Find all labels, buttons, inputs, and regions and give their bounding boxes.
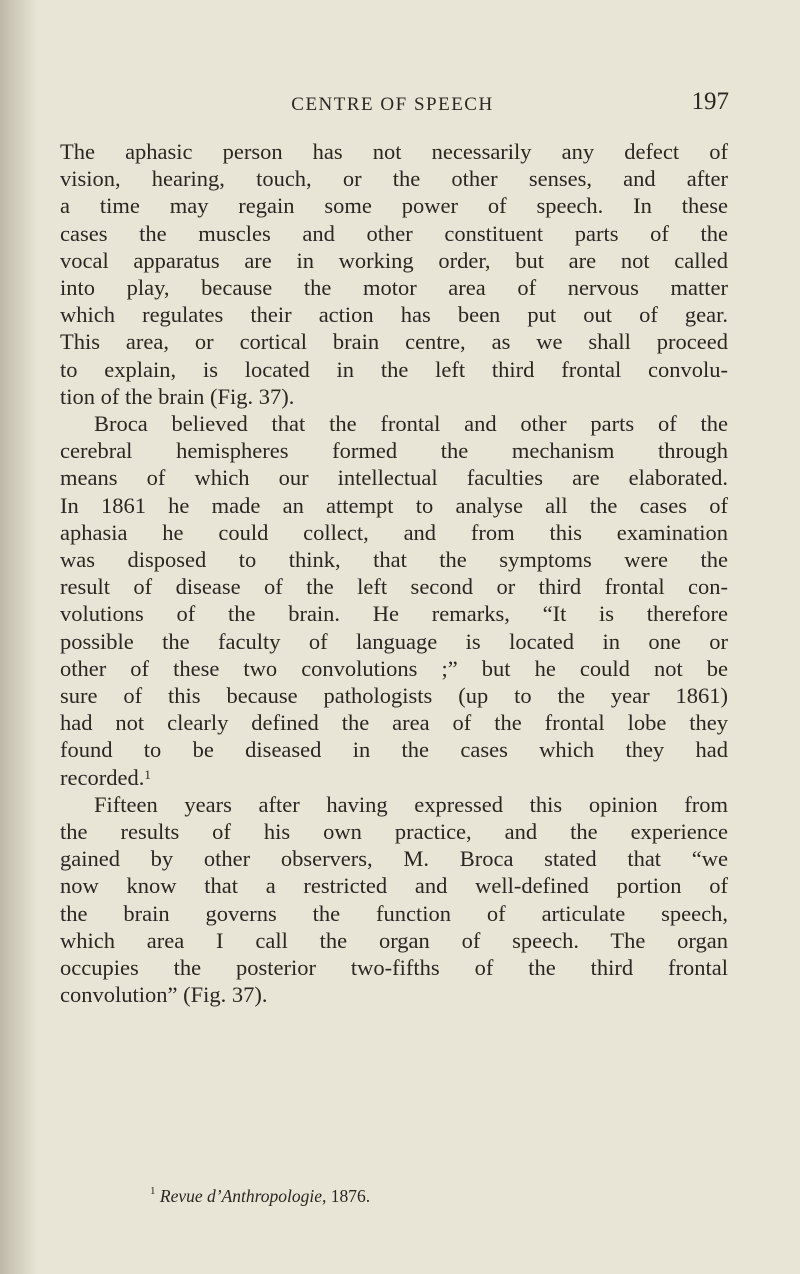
text-line: cerebral hemispheres formed the mechanism through [60, 438, 728, 464]
text-line: possible the faculty of language is located in one or [60, 628, 728, 654]
text-line: had not clearly defined the area of the frontal lobe they [60, 710, 728, 736]
text-line: vision, hearing, touch, or the other senses, and after [60, 166, 728, 192]
footnote [150, 1186, 370, 1207]
text-line: the brain governs the function of articulate speech, [60, 900, 728, 926]
running-head [60, 88, 729, 120]
text-line: to explain, is located in the left third frontal convolu- [60, 356, 728, 382]
text-line: the results of his own practice, and the experience [60, 819, 728, 845]
text-line: sure of this because pathologists (up to the year 1861) [60, 683, 728, 709]
text-line-content: recorded. [60, 764, 145, 790]
text-line: occupies the posterior two-fifths of the third frontal [60, 955, 728, 981]
text-line: Broca believed that the frontal and other parts of the [94, 411, 728, 437]
text-line: The aphasic person has not necessarily any defect of [60, 139, 728, 164]
text-line: In 1861 he made an attempt to analyse all the cases of [60, 492, 728, 518]
footnote-year: 1876. [330, 1186, 371, 1206]
text-line: convolution” (Fig. 37). [60, 982, 268, 1008]
paragraph-1 [60, 138, 728, 410]
page-number: 197 [691, 88, 729, 115]
text-line: which regulates their action has been put out of gear. [60, 302, 728, 328]
text-line: aphasia he could collect, and from this examination [60, 519, 728, 545]
text-line: was disposed to think, that the symptoms were the [60, 547, 728, 573]
footnote-marker: 1 [150, 1185, 156, 1197]
text-line: tion of the brain (Fig. 37). [60, 383, 295, 409]
text-line: volutions of the brain. He remarks, “It is therefore [60, 601, 728, 627]
paragraph-2 [60, 410, 728, 791]
text-line: result of disease of the left second or third frontal con- [60, 574, 728, 600]
text-line: into play, because the motor area of nervous matter [60, 275, 728, 301]
text-line: which area I call the organ of speech. The organ [60, 927, 728, 953]
body-text [60, 138, 728, 1009]
running-title: CENTRE OF SPEECH [291, 94, 494, 115]
footnote-source-title: Revue d’Anthropologie, [159, 1186, 327, 1206]
text-line: other of these two convolutions ;” but he could not be [60, 655, 728, 681]
text-line: now know that a restricted and well-defined portion of [60, 873, 728, 899]
text-line: a time may regain some power of speech. In these [60, 193, 728, 219]
text-line: found to be diseased in the cases which they had [60, 737, 728, 763]
text-line [60, 764, 728, 791]
paragraph-3 [60, 791, 728, 1009]
text-line: This area, or cortical brain centre, as we shall proceed [60, 329, 728, 355]
text-line: Fifteen years after having expressed this opinion from [94, 791, 728, 817]
footnote-reference[interactable]: 1 [144, 766, 151, 782]
text-line: means of which our intellectual faculties are elaborated. [60, 465, 728, 491]
text-line: vocal apparatus are in working order, but are not called [60, 247, 728, 273]
text-line: cases the muscles and other constituent parts of the [60, 220, 728, 246]
text-line: gained by other observers, M. Broca stated that “we [60, 846, 728, 872]
